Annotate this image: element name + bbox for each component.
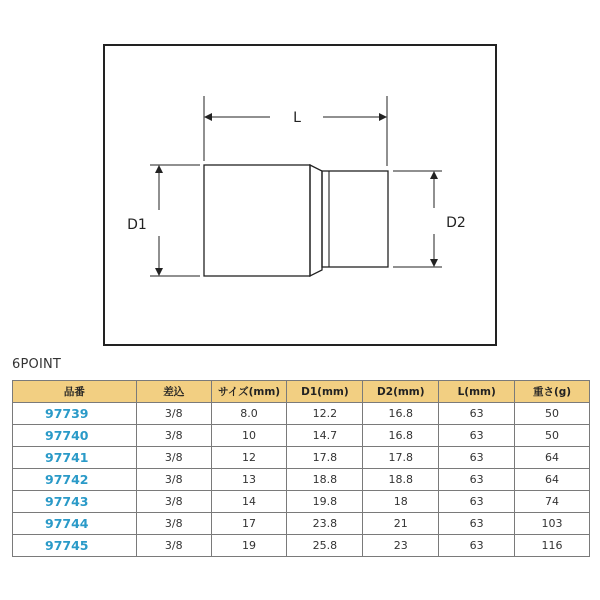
header-size: サイズ(mm) xyxy=(211,381,287,403)
weight-cell: 64 xyxy=(515,469,590,491)
table-header-row xyxy=(13,381,590,403)
size-cell: 17 xyxy=(211,513,287,535)
dimension-label-D2: D2 xyxy=(446,215,466,231)
weight-cell: 50 xyxy=(515,403,590,425)
dimension-label-D1: D1 xyxy=(127,217,147,233)
drive-cell: 3/8 xyxy=(136,469,211,491)
weight-cell: 64 xyxy=(515,447,590,469)
drive-cell: 3/8 xyxy=(136,535,211,557)
d2-cell: 23 xyxy=(363,535,439,557)
part-number: 97740 xyxy=(13,425,137,447)
header-drive: 差込 xyxy=(136,381,211,403)
drive-cell: 3/8 xyxy=(136,403,211,425)
d1-cell: 23.8 xyxy=(287,513,363,535)
table-row xyxy=(13,447,590,469)
socket-body-small xyxy=(322,171,388,267)
part-number: 97744 xyxy=(13,513,137,535)
weight-cell: 116 xyxy=(515,535,590,557)
drive-cell: 3/8 xyxy=(136,513,211,535)
header-d2: D2(mm) xyxy=(363,381,439,403)
d1-cell: 25.8 xyxy=(287,535,363,557)
d2-cell: 16.8 xyxy=(363,403,439,425)
length-cell: 63 xyxy=(439,469,515,491)
table-row xyxy=(13,491,590,513)
d1-cell: 18.8 xyxy=(287,469,363,491)
weight-cell: 103 xyxy=(515,513,590,535)
table-row xyxy=(13,425,590,447)
weight-cell: 50 xyxy=(515,425,590,447)
size-cell: 12 xyxy=(211,447,287,469)
size-cell: 8.0 xyxy=(211,403,287,425)
length-cell: 63 xyxy=(439,513,515,535)
drive-cell: 3/8 xyxy=(136,425,211,447)
d2-cell: 21 xyxy=(363,513,439,535)
drive-cell: 3/8 xyxy=(136,447,211,469)
length-cell: 63 xyxy=(439,403,515,425)
dimension-label-L: L xyxy=(293,110,301,126)
d1-cell: 17.8 xyxy=(287,447,363,469)
table-row xyxy=(13,535,590,557)
d2-cell: 17.8 xyxy=(363,447,439,469)
d1-cell: 12.2 xyxy=(287,403,363,425)
size-cell: 10 xyxy=(211,425,287,447)
d1-cell: 14.7 xyxy=(287,425,363,447)
part-number: 97741 xyxy=(13,447,137,469)
weight-cell: 74 xyxy=(515,491,590,513)
table-row xyxy=(13,513,590,535)
part-number: 97742 xyxy=(13,469,137,491)
length-cell: 63 xyxy=(439,535,515,557)
d2-cell: 18.8 xyxy=(363,469,439,491)
length-cell: 63 xyxy=(439,491,515,513)
header-length: L(mm) xyxy=(439,381,515,403)
size-cell: 13 xyxy=(211,469,287,491)
length-cell: 63 xyxy=(439,447,515,469)
size-cell: 14 xyxy=(211,491,287,513)
header-d1: D1(mm) xyxy=(287,381,363,403)
header-weight: 重さ(g) xyxy=(515,381,590,403)
socket-body-large xyxy=(204,165,310,276)
drive-cell: 3/8 xyxy=(136,491,211,513)
part-number: 97745 xyxy=(13,535,137,557)
length-cell: 63 xyxy=(439,425,515,447)
header-part-number: 品番 xyxy=(13,381,137,403)
part-number: 97743 xyxy=(13,491,137,513)
d2-cell: 18 xyxy=(363,491,439,513)
socket-taper xyxy=(310,165,322,276)
section-title: 6POINT xyxy=(12,357,62,372)
d2-cell: 16.8 xyxy=(363,425,439,447)
size-cell: 19 xyxy=(211,535,287,557)
spec-table xyxy=(12,380,590,557)
part-number: 97739 xyxy=(13,403,137,425)
table-row xyxy=(13,403,590,425)
table-row xyxy=(13,469,590,491)
d1-cell: 19.8 xyxy=(287,491,363,513)
